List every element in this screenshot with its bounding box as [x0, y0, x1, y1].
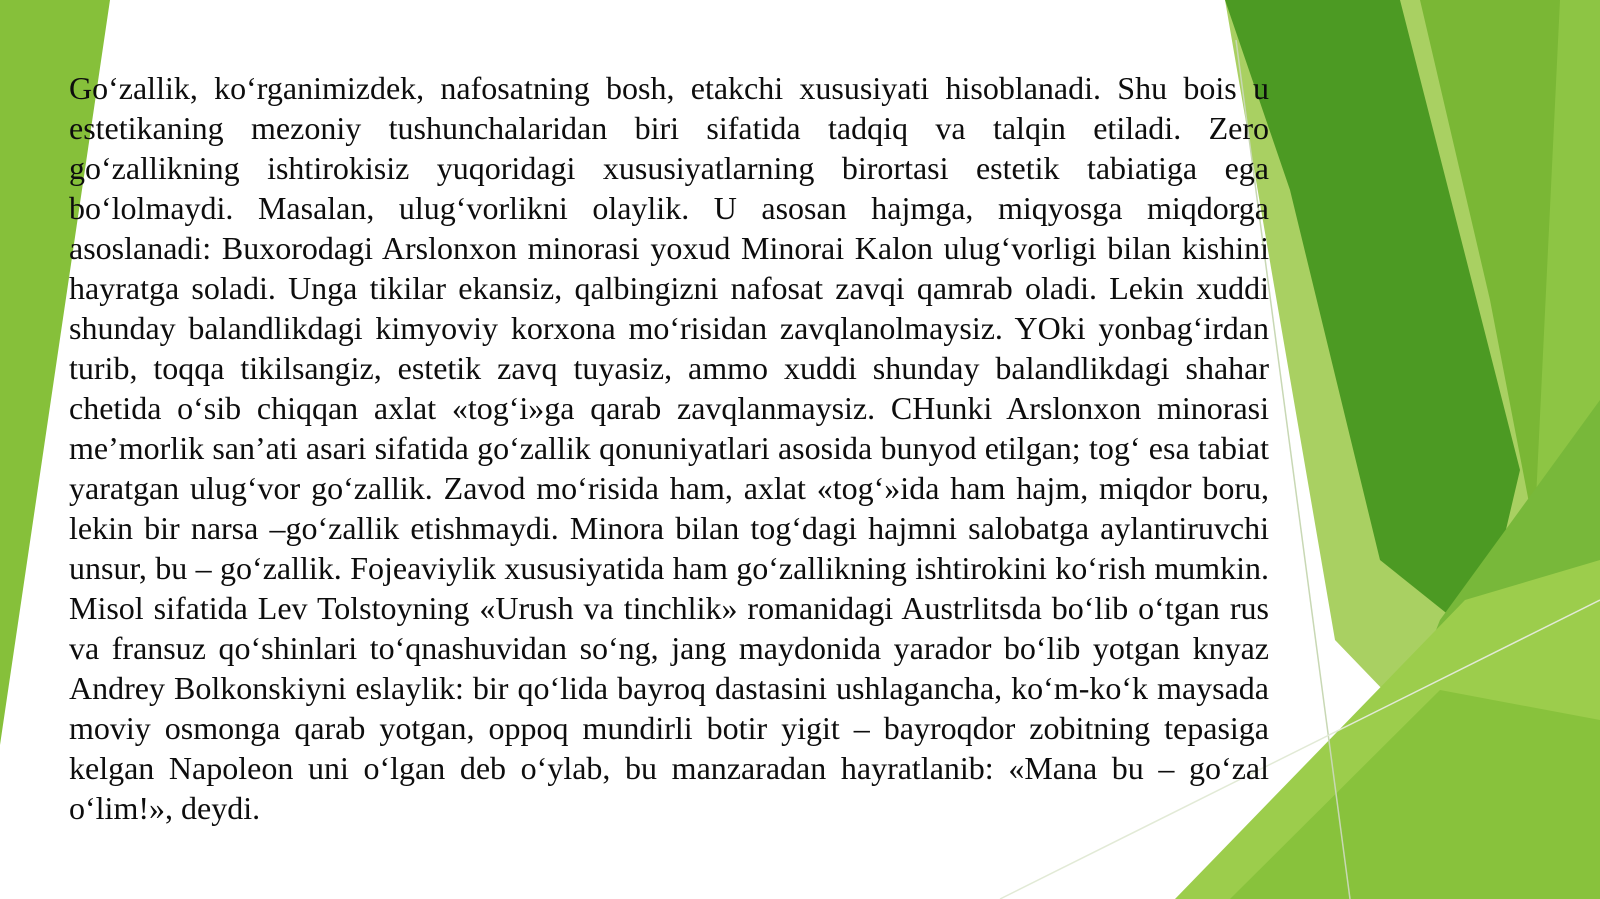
body-text: Go‘zallik, ko‘rganimizdek, nafosatning bosh, etakchi xususiyati hisoblanadi. Shu bois u estetikaning mezoniy tushunchalaridan biri sifatida tadqiq va talqin etiladi. Zero go‘zallikning ishtirokisiz yuqoridagi xususiyatlarning birortasi estetik tabiatiga ega bo‘lolmaydi. Masalan, ulug‘vorlikni olaylik. U asosan hajmga, miqyosga miqdorga asoslanadi: Buxorodagi Arslonxon minorasi yoxud Minorai Kalon ulug‘vorligi bilan kishini hayratga soladi. Unga tikilar ekansiz, qalbingizni nafosat zavqi qamrab oladi. Lekin xuddi shunday balandlikdagi kimyoviy korxona mo‘risidan zavqlanolmaysiz. YOki yonbag‘irdan turib, toqqa tikilsangiz, estetik zavq tuyasiz, ammo xuddi shunday balandlikdagi shahar chetida o‘sib chiqqan axlat «tog‘i»ga qarab zavqlanmaysiz. CHunki Arslonxon minorasi me’morlik san’ati asari sifatida go‘zallik qonuniyatlari asosida bunyod etilgan; tog‘ esa tabiat yaratgan ulug‘vor go‘zallik. Zavod mo‘risida ham, axlat «tog‘»ida ham hajm, miqdor boru, lekin bir narsa –go‘zallik etishmaydi. Minora bilan tog‘dagi hajmni salobatga aylantiruvchi unsur, bu – go‘zallik. Fojeaviylik xususiyatida ham go‘zallikning ishtirokini ko‘rish mumkin. Misol sifatida Lev Tolstoyning «Urush va tinchlik» romanidagi Austrlitsda bo‘lib o‘tgan rus va fransuz qo‘shinlari to‘qnashuvidan so‘ng, jang maydonida yarador bo‘lib yotgan knyaz Andrey Bolkonskiyni eslaylik: bir qo‘lida bayroq dastasini ushlagancha, ko‘m-ko‘k maysada moviy osmonga qarab yotgan, oppoq mundirli botir yigit – bayroqdor zobitning tepasiga kelgan Napoleon uni o‘lgan deb o‘ylab, bu manzaradan hayratlanib: «Mana bu – go‘zal o‘lim!», deydi.: [69, 70, 1269, 826]
